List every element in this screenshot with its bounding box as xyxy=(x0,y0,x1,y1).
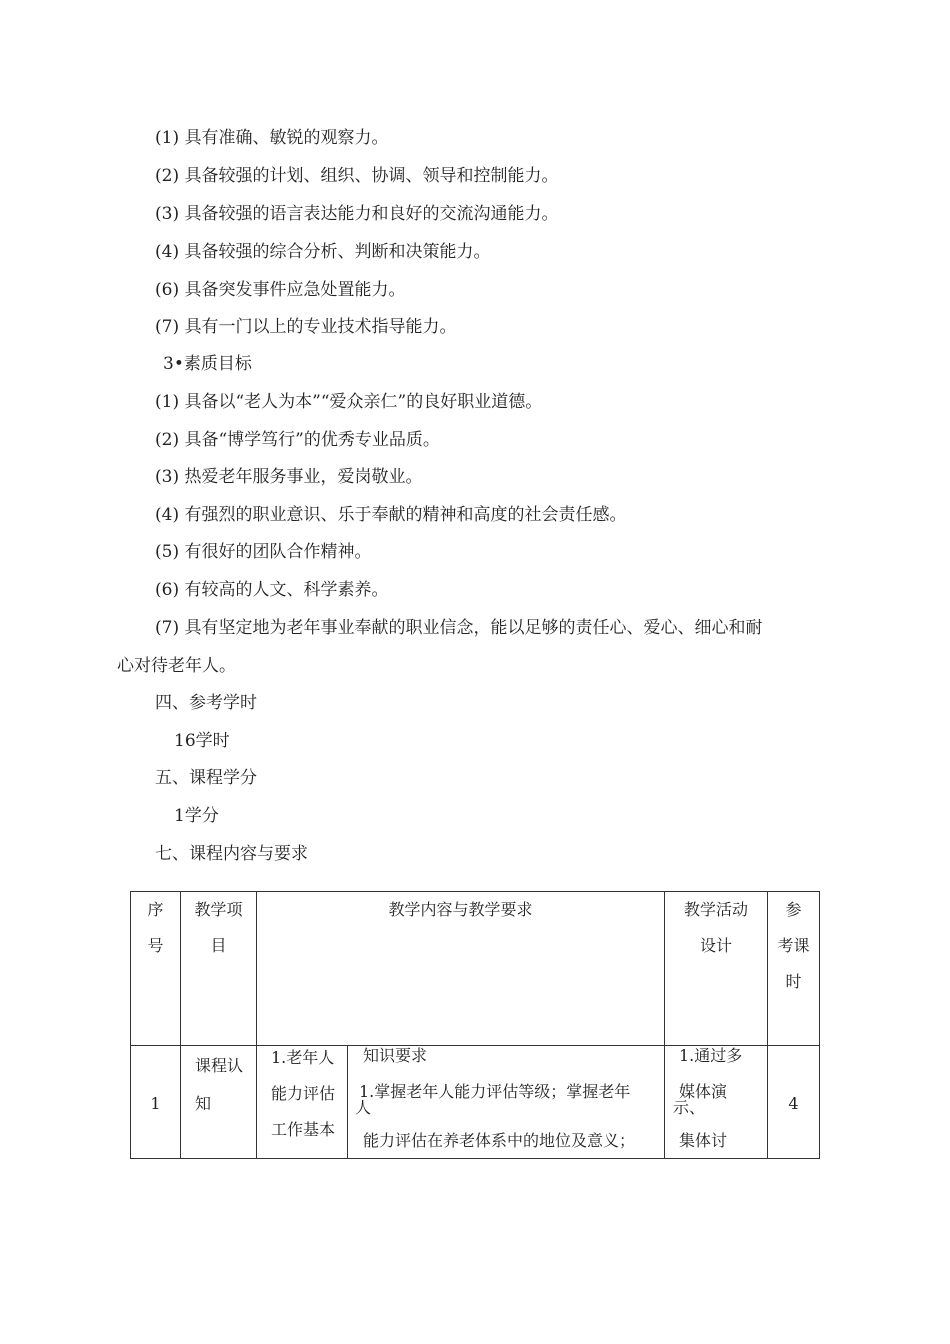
section-heading-hours: 四、参考学时 xyxy=(155,693,257,713)
cell-seq: 1 xyxy=(131,1046,181,1159)
quality-item-continuation: 心对待老年人。 xyxy=(117,656,236,676)
quality-item: (4) 有强烈的职业意识、乐于奉献的精神和高度的社会责任感。 xyxy=(155,505,627,525)
header-project: 教学项 目 xyxy=(181,892,257,1046)
quality-item: (6) 有较高的人文、科学素养。 xyxy=(155,580,389,600)
quality-item: (3) 热爱老年服务事业，爱岗敬业。 xyxy=(155,467,423,487)
quality-item: (5) 有很好的团队合作精神。 xyxy=(155,542,372,562)
quality-item: (7) 具有坚定地为老年事业奉献的职业信念，能以足够的责任心、爱心、细心和耐 xyxy=(155,618,763,638)
table-row xyxy=(131,1046,820,1159)
ability-item: (7) 具有一门以上的专业技术指导能力。 xyxy=(155,317,457,337)
quality-heading: 3•素质目标 xyxy=(163,354,252,374)
cell-content: 1.老年人 能力评估 工作基本 知识要求 1.掌握老年人能力评估等级；掌握老年 人 能力评估在养老体系中的地位及意义； xyxy=(257,1046,665,1159)
header-hours: 参 考课 时 xyxy=(768,892,820,1046)
header-activity: 教学活动 设计 xyxy=(665,892,768,1046)
header-content: 教学内容与教学要求 xyxy=(257,892,665,1046)
hours-value: 16学时 xyxy=(174,731,230,751)
header-seq: 序 号 xyxy=(131,892,181,1046)
table-header-row xyxy=(131,892,820,1046)
sub-column-divider xyxy=(347,1046,348,1158)
ability-item: (6) 具备突发事件应急处置能力。 xyxy=(155,280,406,300)
section-heading-credit: 五、课程学分 xyxy=(155,768,257,788)
cell-activity: 1.通过多 媒体演 示、 集体讨 xyxy=(665,1046,768,1159)
ability-item: (3) 具备较强的语言表达能力和良好的交流沟通能力。 xyxy=(155,204,559,224)
ability-item: (4) 具备较强的综合分析、判断和决策能力。 xyxy=(155,242,491,262)
cell-hours: 4 xyxy=(768,1046,820,1159)
course-content-table xyxy=(130,891,820,1159)
quality-item: (1) 具备以“老人为本”“爱众亲仁”的良好职业道德。 xyxy=(155,392,543,412)
credit-value: 1学分 xyxy=(174,806,219,826)
cell-project: 课程认 知 xyxy=(181,1046,257,1159)
ability-item: (2) 具备较强的计划、组织、协调、领导和控制能力。 xyxy=(155,166,559,186)
quality-item: (2) 具备“博学笃行”的优秀专业品质。 xyxy=(155,430,440,450)
section-heading-content: 七、课程内容与要求 xyxy=(155,844,308,864)
ability-item: (1) 具有准确、敏锐的观察力。 xyxy=(155,128,389,148)
